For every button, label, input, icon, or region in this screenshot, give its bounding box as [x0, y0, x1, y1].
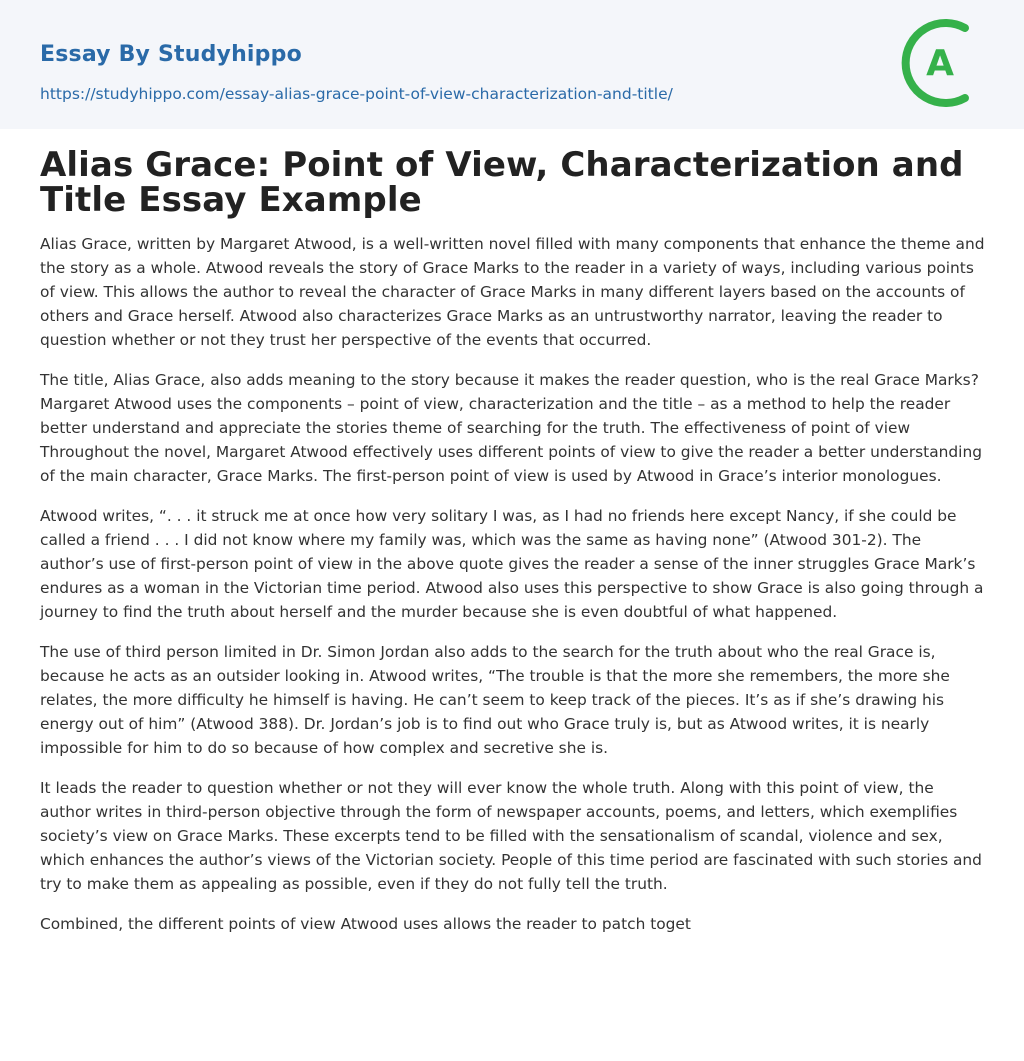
article-paragraph-5: It leads the reader to question whether or not they will ever know the whole truth. Along with this point of view, the author writes in third-person objective through the form of newspaper accounts, poems, and letters, which exemplifies society’s view on Grace Marks. These excerpts tend to be filled with the sensationalism of scandal, violence and sex, which enhances the author’s views of the Victorian society. People of this time period are fascinated with such stories and try to make them as appealing as possible, even if they do not fully tell the truth.: [40, 779, 982, 893]
page-url-link[interactable]: https://studyhippo.com/essay-alias-grace-point-of-view-characterization-and-title/: [40, 85, 673, 103]
article-title: Alias Grace: Point of View, Characterization and Title Essay Example: [40, 145, 964, 220]
logo-letter: A: [926, 43, 954, 84]
logo-icon: [897, 18, 987, 108]
article-paragraph-4: The use of third person limited in Dr. Simon Jordan also adds to the search for the truth about who the real Grace is, because he acts as an outsider looking in. Atwood writes, “The trouble is that the more she remembers, the more she relates, the more difficulty he himself is having. He can’t seem to keep track of the pieces. It’s as if she’s drawing his energy out of him” (Atwood 388). Dr. Jordan’s job is to find out who Grace truly is, but as Atwood writes, it is nearly impossible for him to do so because of how complex and secretive she is.: [40, 643, 950, 757]
article: [40, 145, 986, 952]
site-name[interactable]: Essay By Studyhippo: [40, 42, 302, 67]
article-paragraph-6: Combined, the different points of view Atwood uses allows the reader to patch toget: [40, 915, 691, 933]
article-paragraph-3: Atwood writes, “. . . it struck me at once how very solitary I was, as I had no friends here except Nancy, if she could be called a friend . . . I did not know where my family was, which was the same as having none” (Atwood 301-2). The author’s use of first-person point of view in the above quote gives the reader a sense of the inner struggles Grace Mark’s endures as a woman in the Victorian time period. Atwood also uses this perspective to show Grace is also going through a journey to find the truth about herself and the murder because she is even doubtful of what happened.: [40, 507, 984, 621]
article-paragraph-1: Alias Grace, written by Margaret Atwood, is a well-written novel filled with many components that enhance the theme and the story as a whole. Atwood reveals the story of Grace Marks to the reader in a variety of ways, including various points of view. This allows the author to reveal the character of Grace Marks in many different layers based on the accounts of others and Grace herself. Atwood also characterizes Grace Marks as an untrustworthy narrator, leaving the reader to question whether or not they trust her perspective of the events that occurred.: [40, 235, 985, 349]
site-header: [0, 0, 1024, 129]
article-paragraph-2: The title, Alias Grace, also adds meaning to the story because it makes the reader question, who is the real Grace Marks? Margaret Atwood uses the components – point of view, characterization and the title – as a method to help the reader better understand and appreciate the stories theme of searching for the truth. The effectiveness of point of view Throughout the novel, Margaret Atwood effectively uses different points of view to give the reader a better understanding of the main character, Grace Marks. The first-person point of view is used by Atwood in Grace’s interior monologues.: [40, 371, 982, 485]
studyhippo-logo[interactable]: [897, 18, 987, 108]
